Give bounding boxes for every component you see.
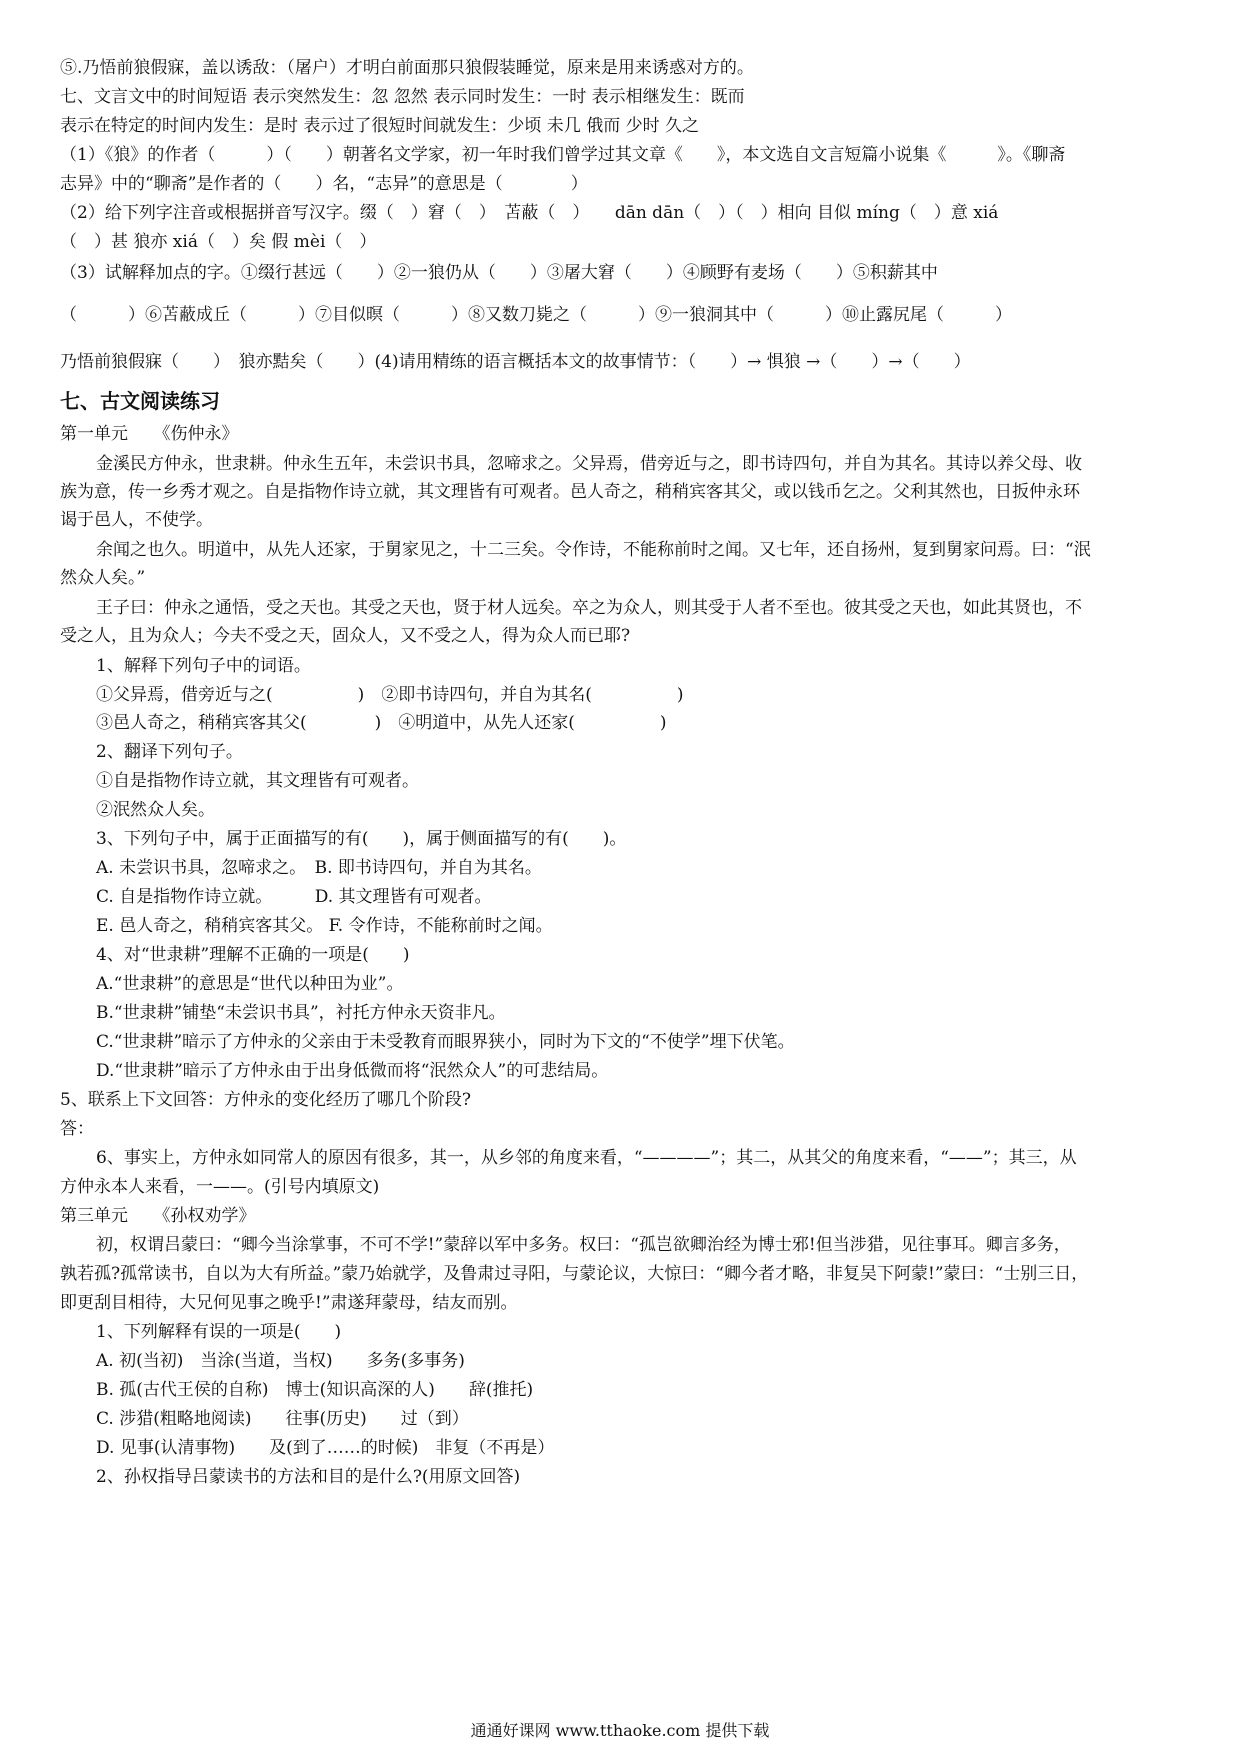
paragraph-line: 初，权谓吕蒙曰：“卿今当涂掌事，不可不学!”蒙辞以军中多务。权曰：“孤岂欲卿治经为博士邪!但当涉猎，见往事耳。卿言多务， — [96, 1235, 1071, 1255]
option-line: A.“世隶耕”的意思是“世代以种田为业”。 — [96, 974, 404, 994]
question: 1、解释下列句子中的词语。 — [96, 656, 311, 676]
option-line: E. 邑人奇之，稍稍宾客其父。 F. 令作诗，不能称前时之闻。 — [96, 916, 553, 936]
text-line: （ ）甚 狼亦 xiá（ ）矣 假 mèi（ ） — [60, 232, 377, 252]
unit-title: 第一单元 《伤仲永》 — [60, 424, 239, 444]
option-line: B.“世隶耕”铺垫“未尝识书具”，衬托方仲永天资非凡。 — [96, 1003, 506, 1023]
paragraph-line: 即更刮目相待，大兄何见事之晚乎!”肃遂拜蒙母，结友而别。 — [60, 1293, 518, 1313]
question: 6、事实上，方仲永如同常人的原因有很多，其一，从乡邻的角度来看，“————”；其二，从其父的角度来看，“——”；其三，从 — [96, 1148, 1077, 1168]
paragraph-line: 余闻之也久。明道中，从先人还家，于舅家见之，十二三矣。令作诗，不能称前时之闻。又七年，还自扬州，复到舅家问焉。曰：“泯 — [96, 540, 1091, 560]
question-item: ①自是指物作诗立就，其文理皆有可观者。 — [96, 771, 419, 791]
paragraph-line: 然众人矣。” — [60, 568, 146, 588]
question-item: ③邑人奇之，稍稍宾客其父( ) ④明道中，从先人还家( ) — [96, 713, 667, 733]
question: 5、联系上下文回答：方仲永的变化经历了哪几个阶段? — [60, 1090, 471, 1110]
answer-label: 答： — [60, 1119, 94, 1139]
paragraph-line: 孰若孤?孤常读书，自以为大有所益。”蒙乃始就学，及鲁肃过寻阳，与蒙论议，大惊曰：“卿今者才略，非复吴下阿蒙!”蒙曰：“士别三日， — [60, 1264, 1089, 1284]
question: 方仲永本人来看，一——。(引号内填原文) — [60, 1177, 380, 1197]
page-footer: 通通好课网 www.tthaoke.com 提供下载 — [470, 1721, 770, 1740]
paragraph-line: 王子曰：仲永之通悟，受之天也。其受之天也，贤于材人远矣。卒之为众人，则其受于人者不至也。彼其受之天也，如此其贤也，不 — [96, 598, 1082, 618]
paragraph-line: 谒于邑人，不使学。 — [60, 510, 213, 530]
text-line: （ ）⑥苫蔽成丘（ ）⑦目似暝（ ）⑧又数刀毙之（ ）⑨一狼洞其中（ ）⑩止露尻尾（ ） — [60, 305, 1012, 325]
paragraph-line: 受之人，且为众人；今夫不受之天，固众人，又不受之人，得为众人而已耶? — [60, 626, 631, 646]
text-line: （2）给下列字注音或根据拼音写汉字。缀（ ）窘（ ） 苫蔽（ ） dān dān（ ）（ ）相向 目似 míng（ ）意 xiá — [60, 203, 999, 223]
question: 2、孙权指导吕蒙读书的方法和目的是什么?(用原文回答) — [96, 1467, 521, 1487]
text-line: （1）《狼》的作者（ ）（ ）朝著名文学家，初一年时我们曾学过其文章《 》，本文选自文言短篇小说集《 》。《聊斋 — [60, 145, 1066, 165]
question: 1、下列解释有误的一项是( ) — [96, 1322, 342, 1342]
option-line: A. 初(当初) 当涂(当道，当权) 多务(多事务) — [96, 1351, 465, 1371]
question-item: ①父异焉，借旁近与之( ) ②即书诗四句，并自为其名( ) — [96, 685, 684, 705]
text-line: 乃悟前狼假寐（ ） 狼亦黠矣（ ）(4)请用精练的语言概括本文的故事情节：（ ）→ 惧狼 →（ ）→（ ） — [60, 352, 971, 372]
unit-title: 第三单元 《孙权劝学》 — [60, 1206, 256, 1226]
section-heading: 七、古文阅读练习 — [60, 389, 220, 413]
option-line: A. 未尝识书具，忽啼求之。 B. 即书诗四句，并自为其名。 — [96, 858, 542, 878]
text-line: 七、文言文中的时间短语 表示突然发生：忽 忽然 表示同时发生：一时 表示相继发生：既而 — [60, 87, 745, 107]
question: 4、对“世隶耕”理解不正确的一项是( ) — [96, 945, 410, 965]
option-line: B. 孤(古代王侯的自称) 博士(知识高深的人) 辞(推托) — [96, 1380, 534, 1400]
question-item: ②泯然众人矣。 — [96, 800, 215, 820]
option-line: D.“世隶耕”暗示了方仲永由于出身低微而将“泯然众人”的可悲结局。 — [96, 1061, 609, 1081]
option-line: C. 自是指物作诗立就。 D. 其文理皆有可观者。 — [96, 887, 492, 907]
question: 2、翻译下列句子。 — [96, 742, 243, 762]
paragraph-line: 族为意，传一乡秀才观之。自是指物作诗立就，其文理皆有可观者。邑人奇之，稍稍宾客其父，或以钱币乞之。父利其然也，日扳仲永环 — [60, 482, 1080, 502]
text-line: 表示在特定的时间内发生：是时 表示过了很短时间就发生：少顷 未几 俄而 少时 久之 — [60, 116, 700, 136]
option-line: C. 涉猎(粗略地阅读) 往事(历史) 过（到） — [96, 1409, 469, 1429]
text-line: （3）试解释加点的字。①缀行甚远（ ）②一狼仍从（ ）③屠大窘（ ）④顾野有麦场（ ）⑤积薪其中 — [60, 263, 938, 283]
text-line: 志异》中的“聊斋”是作者的（ ）名，“志异”的意思是（ ） — [60, 174, 588, 194]
paragraph-line: 金溪民方仲永，世隶耕。仲永生五年，未尝识书具，忽啼求之。父异焉，借旁近与之，即书诗四句，并自为其名。其诗以养父母、收 — [96, 454, 1082, 474]
option-line: D. 见事(认清事物) 及(到了……的时候) 非复（不再是） — [96, 1438, 555, 1458]
option-line: C.“世隶耕”暗示了方仲永的父亲由于未受教育而眼界狭小，同时为下文的“不使学”埋下伏笔。 — [96, 1032, 795, 1052]
text-line: ⑤.乃悟前狼假寐，盖以诱敌：（屠户）才明白前面那只狼假装睡觉，原来是用来诱惑对方的。 — [60, 58, 754, 78]
question: 3、下列句子中，属于正面描写的有( )，属于侧面描写的有( )。 — [96, 829, 627, 849]
